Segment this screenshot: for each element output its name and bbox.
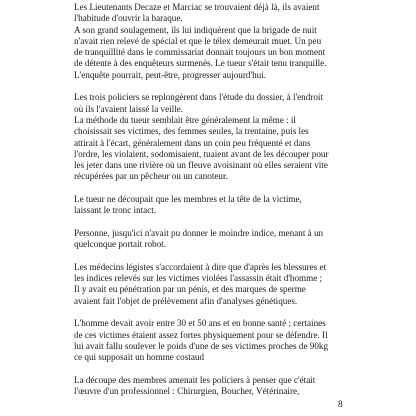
paragraph: [74, 2, 360, 81]
paragraph: [74, 92, 360, 182]
text-line: choisissait ses victimes, des femmes seules, la trentaine, puis les: [74, 126, 309, 137]
paragraph: [74, 194, 360, 217]
text-line: l'œuvre d'un professionnel : Chirurgien, Boucher, Vétérinaire,: [74, 386, 300, 397]
text-line: quelconque portait robot.: [74, 239, 166, 250]
text-line: Le tueur ne découpait que les membres et la tête de la victime,: [74, 194, 302, 205]
paragraph: [74, 375, 360, 398]
text-line: de tranquillité dans le commissariat donnait toujours un bon moment: [74, 47, 326, 58]
text-line: Personne, jusqu'ici n'avait pu donner le moindre indice, menant à un: [74, 227, 324, 238]
document-page: [74, 2, 360, 409]
text-line: ce qui supposait un homme costaud: [74, 352, 205, 363]
paragraph: [74, 318, 360, 363]
text-line: l'ordre, les violaient, sodomisaient, tuaient avant de les découper pour: [74, 148, 329, 159]
text-line: n'avait rien relevé de spécial et que le télex demeurait muet. Un peu: [74, 35, 322, 46]
text-line: L'homme devait avoir entre 30 et 50 ans et en bonne santé ; certaines: [74, 318, 326, 329]
text-line: La découpe des membres amenait les policiers à penser que c'était: [74, 374, 316, 385]
text-line: Les médecins légistes s'accordaient à dire que d'après les blessures et: [74, 261, 327, 272]
text-line: récupérées par un pêcheur ou un canoteur.: [74, 171, 228, 182]
text-line: l'habitude d'ouvrir la baraque.: [74, 13, 183, 24]
text-line: Les Lieutenants Decaze et Marciac se trouvaient déjà là, ils avaient: [74, 2, 320, 12]
text-line: avaient fait l'objet de prélèvement afin d'analyses génétiques.: [74, 295, 298, 306]
text-line: A son grand soulagement, ils lui indiquèrent que la brigade de nuit: [74, 24, 317, 35]
text-line: La méthode du tueur semblait être généralement la même : il: [74, 114, 296, 125]
text-line: les jeter dans une rivière où un fleuve avoisinant où elles seraient vite: [74, 160, 328, 171]
text-line: de détente à des enquêteurs surmenés. Le tueur s'était tenu tranquille.: [74, 58, 327, 69]
paragraph: [74, 262, 360, 307]
page-number: 8: [338, 400, 343, 410]
text-line: laissant le tronc intact.: [74, 205, 157, 216]
paragraph: [74, 228, 360, 251]
text-line: L'enquête pourrait, peut-être, progresser aujourd'hui.: [74, 69, 267, 80]
text-line: de ces victimes étaient assez fortes physiquement pour se défendre. Il: [74, 329, 328, 340]
text-line: les indices relevés sur les victimes violées l'assassin était d'homme ;: [74, 273, 323, 284]
text-line: Les trois policiers se replongèrent dans l'étude du dossier, à l'endroit: [74, 92, 323, 103]
text-line: où ils l'avaient laissé la veille.: [74, 103, 184, 114]
text-line: attirait à l'écart, généralement dans un coin peu fréquenté et dans: [74, 137, 311, 148]
text-line: lui avait fallu soulever le poids d'une de ses victimes proches de 90kg: [74, 340, 329, 351]
text-line: Il y avait eu pénétration par un pénis, et des marques de sperme: [74, 284, 306, 295]
